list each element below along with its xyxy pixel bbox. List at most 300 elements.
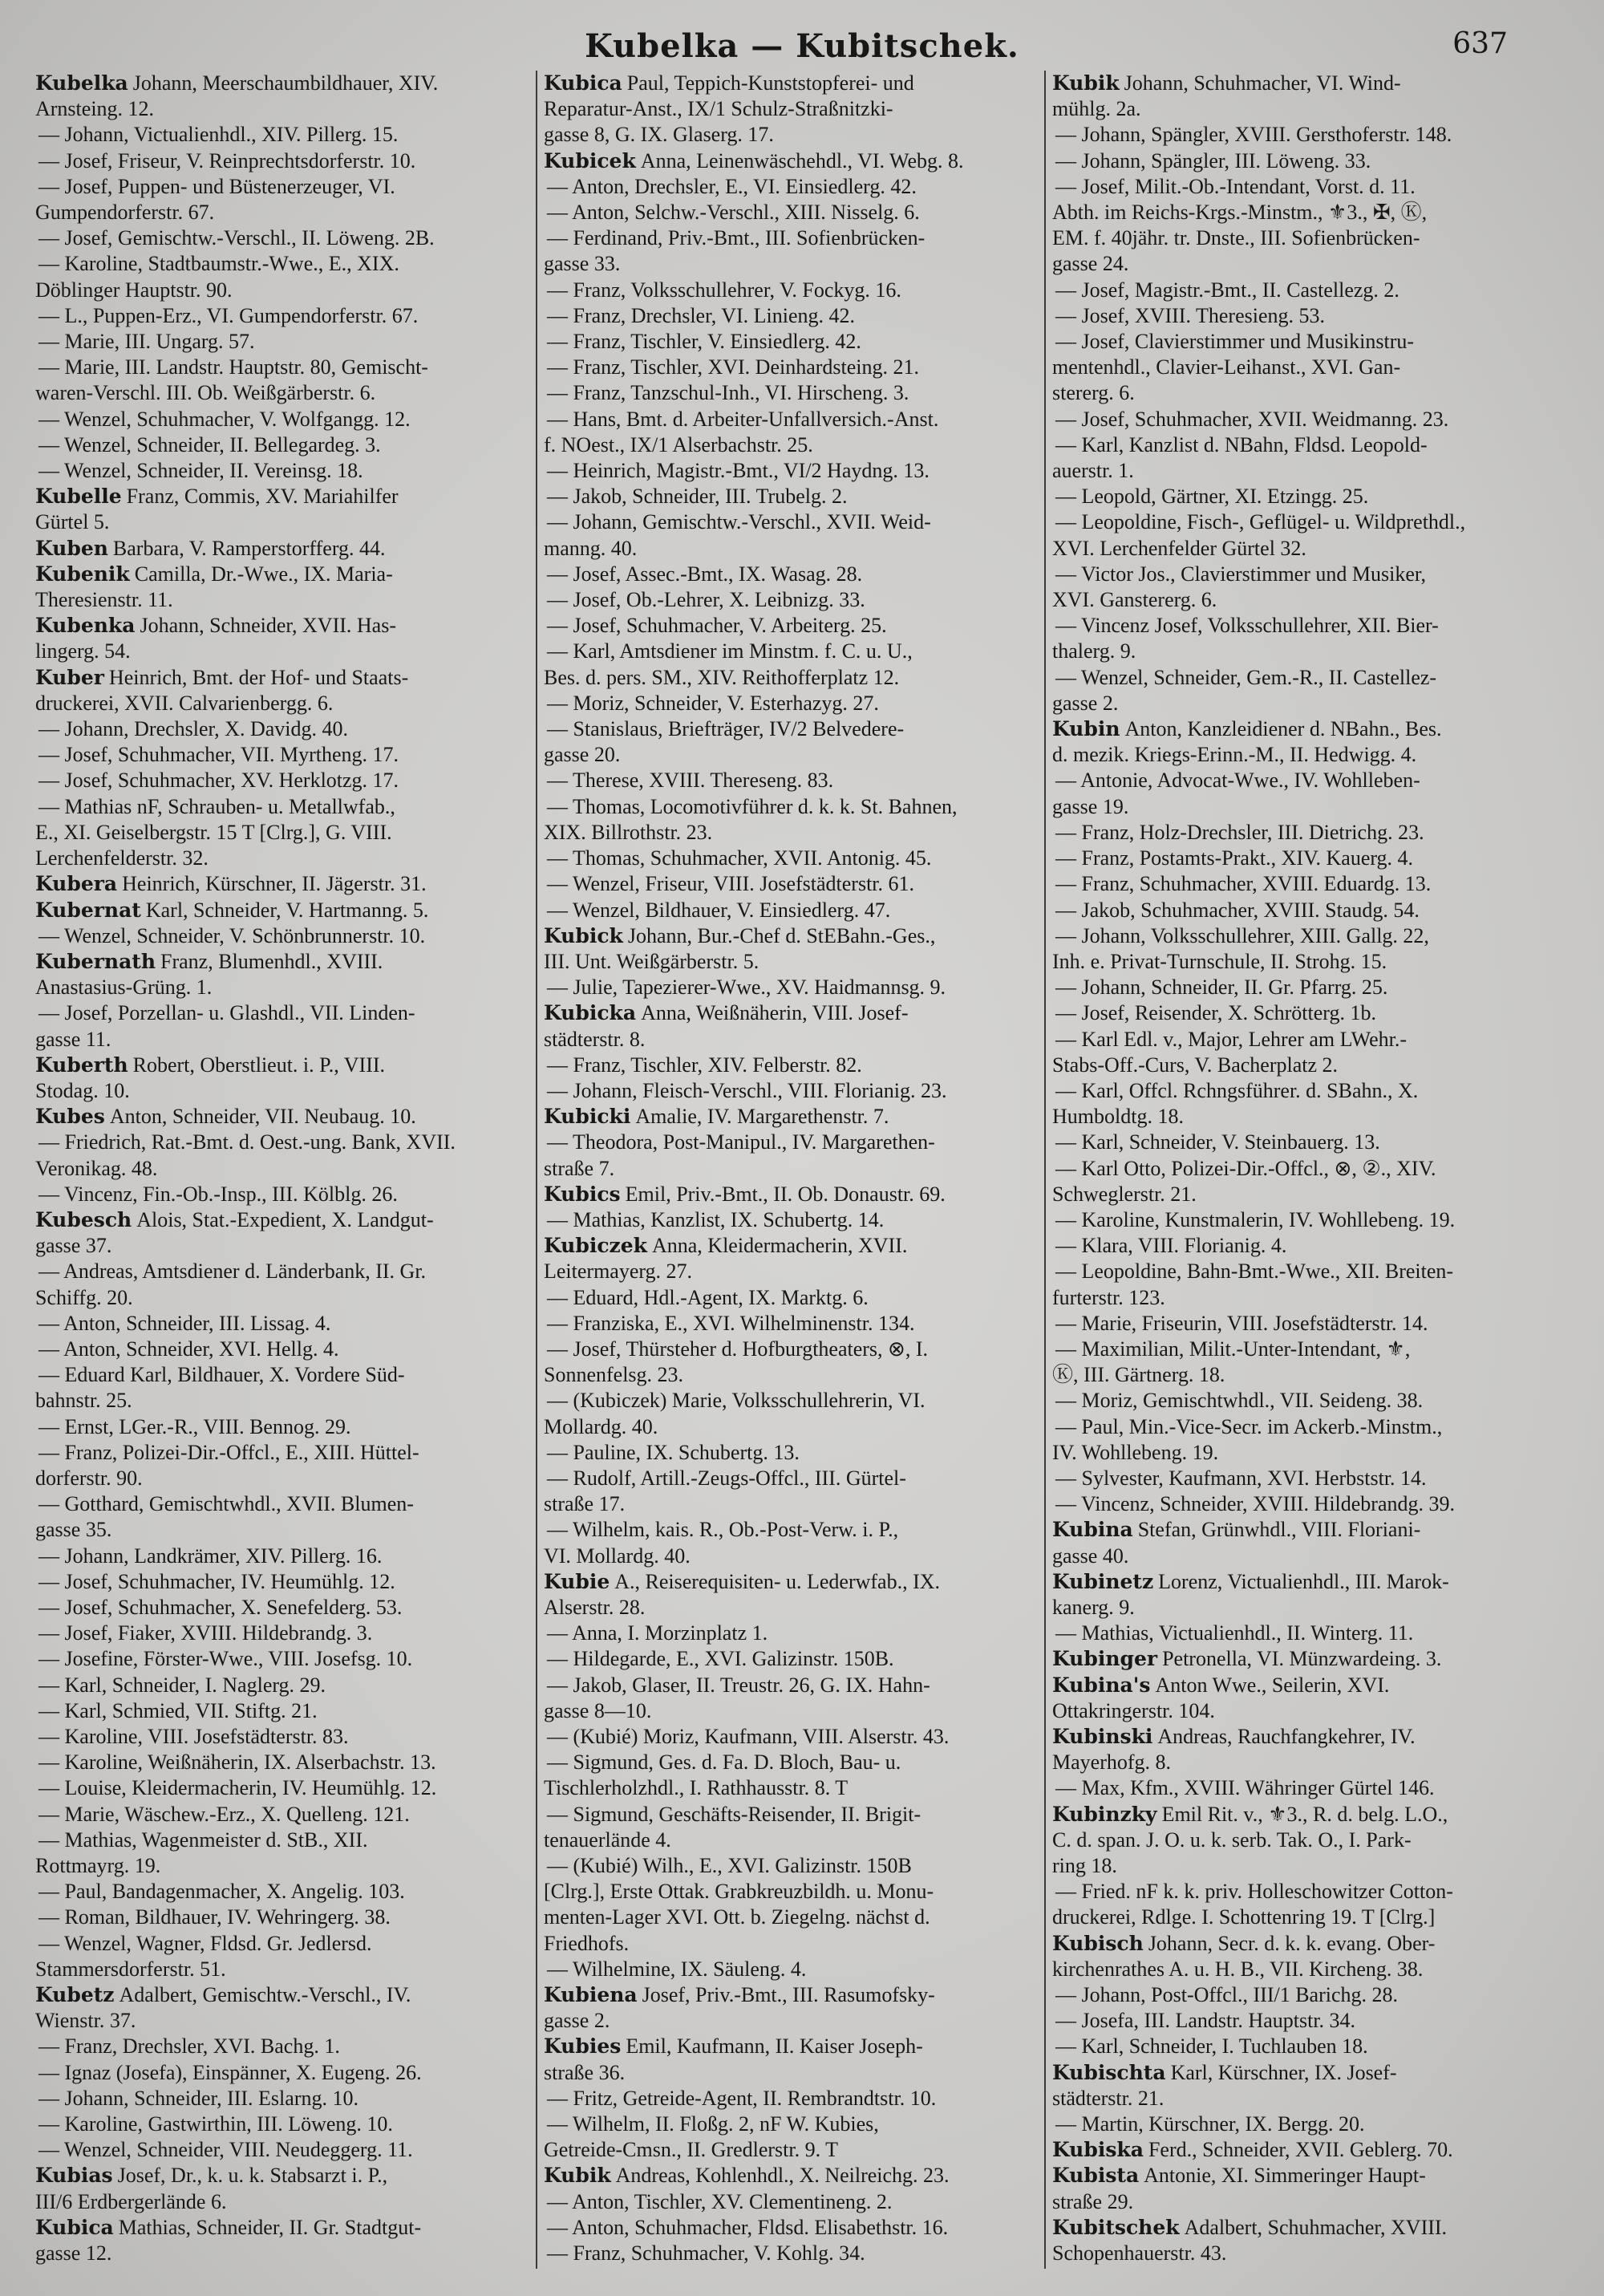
page-title: Kubelka — Kubitschek.	[585, 27, 1019, 65]
directory-entry-line: — Wilhelm, II. Floßg. 2, nF W. Kubies,	[547, 2112, 879, 2136]
surname-heading: Kubicka	[544, 1001, 637, 1025]
directory-entry-line: — Johann, Drechsler, X. Davidg. 40.	[38, 717, 348, 741]
entry-text: Anna, Leinenwäschehdl., VI. Webg. 8.	[640, 148, 964, 172]
directory-entry-head-line	[35, 665, 534, 691]
entry-continuation-line: manng. 40.	[544, 536, 638, 560]
directory-entry-line: — Maximilian, Milit.-Unter-Intendant, ⚜,	[1055, 1337, 1411, 1361]
entry-text: Lorenz, Victualienhdl., III. Marok-	[1158, 1569, 1449, 1593]
entry-continuation-line: straße 36.	[544, 2060, 626, 2084]
directory-entry-line: — Josef, Schuhmacher, XV. Herklotzg. 17.	[38, 769, 399, 793]
surname-heading: Kuben	[35, 536, 108, 560]
surname-heading: Kubenka	[35, 614, 136, 638]
entry-continuation-line: Döblinger Hauptstr. 90.	[35, 278, 233, 302]
directory-entry-line: — Franz, Holz-Drechsler, III. Dietrichg. 23.	[1055, 820, 1424, 844]
directory-entry-line: — Josef, Ob.-Lehrer, X. Leibnizg. 33.	[547, 588, 865, 612]
directory-entry-line: — Andreas, Amtsdiener d. Länderbank, II. Gr.	[38, 1260, 427, 1284]
surname-heading: Kubik	[1052, 71, 1120, 95]
directory-entry-line: — Johann, Schneider, II. Gr. Pfarrg. 25.	[1055, 976, 1388, 1000]
surname-heading: Kubies	[544, 2034, 622, 2059]
directory-entry-line: — Wenzel, Schneider, V. Schönbrunnerstr. 10.	[38, 923, 426, 947]
directory-entry-line: — Karl, Schneider, V. Steinbauerg. 13.	[1055, 1130, 1380, 1154]
directory-entry-line: — Anna, I. Morzinplatz 1.	[547, 1621, 768, 1645]
entry-continuation-line: gasse 11.	[35, 1027, 111, 1051]
entry-continuation-line: XVI. Lerchenfelder Gürtel 32.	[1052, 536, 1306, 560]
entry-text: Emil Rit. v., ⚜3., R. d. belg. L.O.,	[1161, 1802, 1448, 1826]
entry-text: Adalbert, Gemischtw.-Verschl., IV.	[119, 1983, 411, 2007]
entry-continuation-line: Stammersdorferstr. 51.	[35, 1957, 226, 1981]
entry-continuation-line: Anastasius-Grüng. 1.	[35, 976, 213, 1000]
entry-continuation-line: Stodag. 10.	[35, 1078, 130, 1102]
directory-entry-line: — Johann, Spängler, III. Löweng. 33.	[1055, 148, 1371, 172]
entry-continuation-line: gasse 8—10.	[544, 1698, 652, 1722]
entry-text: Emil, Kaufmann, II. Kaiser Joseph-	[626, 2034, 923, 2059]
entry-continuation-line: gasse 37.	[35, 1234, 112, 1258]
surname-heading: Kubisch	[1052, 1931, 1144, 1955]
surname-heading: Kubics	[544, 1182, 621, 1206]
directory-entry-line: — Wenzel, Friseur, VIII. Josefstädterstr. 61.	[547, 872, 915, 896]
directory-entry-line: — Ernst, LGer.-R., VIII. Bennog. 29.	[38, 1414, 351, 1438]
column-1	[35, 71, 534, 2266]
surname-heading: Kubinger	[1052, 1647, 1158, 1671]
entry-continuation-line: Gürtel 5.	[35, 510, 110, 534]
entry-continuation-line: Alserstr. 28.	[544, 1595, 646, 1619]
surname-heading: Kubelle	[35, 485, 122, 509]
surname-heading: Kubina	[1052, 1518, 1133, 1542]
directory-entry-line: — Theodora, Post-Manipul., IV. Margarethen-	[547, 1130, 935, 1154]
entry-continuation-line: städterstr. 21.	[1052, 2086, 1165, 2110]
directory-entry-line: — Mathias nF, Schrauben- u. Metallwfab.,	[38, 794, 395, 818]
entry-text: Emil, Priv.-Bmt., II. Ob. Donaustr. 69.	[625, 1182, 946, 1206]
directory-entry-line: — Josef, Schuhmacher, X. Senefelderg. 53.	[38, 1595, 403, 1619]
directory-entry-line: — Johann, Gemischtw.-Verschl., XVII. Weid-	[547, 510, 931, 534]
directory-entry-line: — Martin, Kürschner, IX. Bergg. 20.	[1055, 2112, 1365, 2136]
directory-entry-head-line	[544, 1000, 1043, 1026]
directory-entry-head-line	[35, 2215, 534, 2241]
entry-text: Johann, Meerschaumbildhauer, XIV.	[132, 71, 439, 95]
surname-heading: Kubesch	[35, 1207, 132, 1231]
surname-heading: Kubischta	[1052, 2060, 1166, 2084]
directory-entry-line: — Marie, Wäschew.-Erz., X. Quelleng. 121.	[38, 1802, 410, 1826]
directory-entry-line: — Karl, Offcl. Rchngsführer. d. SBahn., X.	[1055, 1078, 1419, 1102]
entry-continuation-line: Mollardg. 40.	[544, 1414, 658, 1438]
directory-entry-line: — Julie, Tapezierer-Wwe., XV. Haidmannsg. 9.	[547, 976, 946, 1000]
entry-continuation-line: straße 17.	[544, 1492, 626, 1516]
directory-entry-line: — Vincenz, Fin.-Ob.-Insp., III. Kölblg. 26.	[38, 1182, 398, 1206]
entry-continuation-line: gasse 40.	[1052, 1544, 1129, 1568]
directory-entry-line: — Franz, Volksschullehrer, V. Fockyg. 16.	[547, 278, 901, 302]
page-number: 637	[1452, 27, 1508, 60]
surname-heading: Kubera	[35, 872, 118, 896]
directory-entry-line: — Ferdinand, Priv.-Bmt., III. Sofienbrücken-	[547, 226, 926, 250]
directory-entry-line: — Franz, Tischler, XIV. Felberstr. 82.	[547, 1053, 862, 1077]
entry-continuation-line: EM. f. 40jähr. tr. Dnste., III. Sofienbrücken-	[1052, 226, 1420, 250]
directory-entry-line: — Eduard Karl, Bildhauer, X. Vordere Süd-	[38, 1363, 405, 1387]
column-divider	[536, 71, 537, 2269]
directory-entry-line: — Jakob, Schuhmacher, XVIII. Staudg. 54.	[1055, 898, 1420, 922]
directory-entry-line: — Josefa, III. Landstr. Hauptstr. 34.	[1055, 2009, 1356, 2033]
entry-continuation-line: [Clrg.], Erste Ottak. Grabkreuzbildh. u. Monu-	[544, 1880, 934, 1904]
entry-continuation-line: Ottakringerstr. 104.	[1052, 1698, 1215, 1722]
entry-text: Petronella, VI. Münzwardeing. 3.	[1162, 1647, 1442, 1671]
surname-heading: Kubina's	[1052, 1673, 1151, 1697]
surname-heading: Kubin	[1052, 717, 1120, 741]
directory-entry-line: — Eduard, Hdl.-Agent, IX. Marktg. 6.	[547, 1285, 869, 1309]
surname-heading: Kubie	[544, 1569, 610, 1593]
directory-entry-line: — Josef, Porzellan- u. Glashdl., VII. Linden-	[38, 1001, 415, 1025]
directory-entry-head-line	[544, 1982, 1043, 2008]
directory-entry-line: — Karoline, Kunstmalerin, IV. Wohllebeng. 19.	[1055, 1207, 1456, 1231]
directory-entry-line: — Anton, Schuhmacher, Fldsd. Elisabethstr. 16.	[547, 2215, 949, 2239]
directory-entry-line: — Rudolf, Artill.-Zeugs-Offcl., III. Gürtel-	[547, 1466, 906, 1490]
directory-entry-line: — Josef, XVIII. Theresieng. 53.	[1055, 303, 1325, 327]
directory-entry-head-line	[35, 898, 534, 923]
entry-continuation-line: Ⓚ, III. Gärtnerg. 18.	[1052, 1363, 1225, 1387]
entry-text: Anton, Schneider, VII. Neubaug. 10.	[109, 1105, 416, 1129]
directory-entry-head-line	[1052, 1673, 1551, 1698]
entry-text: Andreas, Rauchfangkehrer, IV.	[1157, 1725, 1416, 1748]
directory-entry-line: — Wilhelmine, IX. Säuleng. 4.	[547, 1957, 807, 1981]
directory-entry-line: — Josef, Clavierstimmer und Musikinstru-	[1055, 330, 1415, 354]
directory-entry-head-line	[1052, 2137, 1551, 2163]
directory-entry-line: — Marie, III. Ungarg. 57.	[38, 330, 255, 354]
entry-text: Anton, Kanzleidiener d. NBahn., Bes.	[1124, 717, 1442, 741]
directory-entry-line: — Sigmund, Ges. d. Fa. D. Bloch, Bau- u.	[547, 1750, 901, 1775]
directory-entry-line: — Pauline, IX. Schubertg. 13.	[547, 1440, 800, 1464]
entry-continuation-line: menten-Lager XVI. Ott. b. Ziegelng. nächst d.	[544, 1905, 930, 1929]
entry-continuation-line: druckerei, Rdlge. I. Schottenring 19. T [Clrg.]	[1052, 1905, 1436, 1929]
surname-heading: Kubes	[35, 1105, 105, 1129]
directory-entry-head-line	[1052, 1646, 1551, 1672]
directory-entry-head-line	[1052, 1724, 1551, 1750]
surname-heading: Kubernath	[35, 949, 156, 973]
directory-entry-head-line	[544, 71, 1043, 96]
surname-heading: Kubica	[35, 2215, 114, 2239]
directory-entry-line: — Franz, Tischler, V. Einsiedlerg. 42.	[547, 330, 861, 354]
entry-continuation-line: Leitermayerg. 27.	[544, 1260, 693, 1284]
directory-entry-line: — Mathias, Victualienhdl., II. Winterg. 11.	[1055, 1621, 1414, 1645]
directory-entry-line: — Josef, Schuhmacher, V. Arbeiterg. 25.	[547, 614, 887, 638]
entry-continuation-line: Tischlerholzhdl., I. Rathhausstr. 8. T	[544, 1776, 849, 1800]
directory-entry-line: — Wenzel, Schneider, Gem.-R., II. Castellez-	[1055, 665, 1437, 689]
directory-entry-line: — Karoline, Gastwirthin, III. Löweng. 10.	[38, 2112, 393, 2136]
directory-entry-line: — Josef, Puppen- und Büstenerzeuger, VI.	[38, 174, 395, 198]
entry-continuation-line: Arnsteing. 12.	[35, 97, 155, 121]
directory-entry-line: — Franz, Polizei-Dir.-Offcl., E., XIII. Hüttel-	[38, 1440, 419, 1464]
directory-entry-line: — Friedrich, Rat.-Bmt. d. Oest.-ung. Bank, XVII.	[38, 1130, 456, 1154]
entry-continuation-line: C. d. span. J. O. u. k. serb. Tak. O., I. Park-	[1052, 1827, 1412, 1852]
surname-heading: Kubicek	[544, 148, 636, 172]
entry-continuation-line: ring 18.	[1052, 1854, 1117, 1878]
entry-continuation-line: gasse 19.	[1052, 794, 1129, 818]
directory-entry-line: — Louise, Kleidermacherin, IV. Heumühlg. 12.	[38, 1776, 437, 1800]
entry-continuation-line: lingerg. 54.	[35, 639, 131, 663]
directory-entry-line: — Heinrich, Magistr.-Bmt., VI/2 Haydng. 13.	[547, 459, 930, 483]
directory-entry-head-line	[1052, 2215, 1551, 2241]
directory-entry-head-line	[1052, 1931, 1551, 1957]
directory-entry-head-line	[35, 949, 534, 975]
surname-heading: Kuberth	[35, 1053, 128, 1077]
entry-text: Ferd., Schneider, XVII. Geblerg. 70.	[1148, 2138, 1453, 2162]
entry-continuation-line: gasse 24.	[1052, 252, 1129, 276]
entry-continuation-line: IV. Wohllebeng. 19.	[1052, 1440, 1219, 1464]
directory-entry-head-line	[1052, 2060, 1551, 2086]
surname-heading: Kubinetz	[1052, 1569, 1154, 1593]
surname-heading: Kubelka	[35, 71, 128, 95]
directory-entry-line: — Therese, XVIII. Thereseng. 83.	[547, 769, 834, 793]
directory-entry-line: — Klara, VIII. Florianig. 4.	[1055, 1234, 1287, 1258]
directory-entry-line: — Leopoldine, Bahn-Bmt.-Wwe., XII. Breiten-	[1055, 1260, 1454, 1284]
entry-continuation-line: mentenhdl., Clavier-Leihanst., XVI. Gan-	[1052, 355, 1401, 379]
directory-entry-line: — Paul, Bandagenmacher, X. Angelig. 103.	[38, 1880, 405, 1904]
directory-entry-line: — Sylvester, Kaufmann, XVI. Herbststr. 14.	[1055, 1466, 1427, 1490]
directory-entry-line: — Franz, Drechsler, VI. Linieng. 42.	[547, 303, 856, 327]
directory-entry-line: — Karoline, Weißnäherin, IX. Alserbachstr. 13.	[38, 1750, 436, 1775]
directory-entry-line: — Karoline, VIII. Josefstädterstr. 83.	[38, 1725, 349, 1748]
entry-text: Karl, Kürschner, IX. Josef-	[1170, 2060, 1397, 2084]
entry-text: Paul, Teppich-Kunststopferei- und	[626, 71, 914, 95]
entry-continuation-line: Inh. e. Privat-Turnschule, II. Strohg. 15.	[1052, 949, 1387, 973]
directory-entry-line: — Franziska, E., XVI. Wilhelminenstr. 134.	[547, 1311, 915, 1335]
surname-heading: Kubetz	[35, 1983, 115, 2007]
entry-continuation-line: Sonnenfelsg. 23.	[544, 1363, 684, 1387]
entry-continuation-line: Stabs-Off.-Curs, V. Bacherplatz 2.	[1052, 1053, 1339, 1077]
column-2	[544, 71, 1043, 2266]
directory-entry-line: — Wenzel, Schneider, II. Bellegardeg. 3.	[38, 432, 381, 456]
entry-text: Robert, Oberstlieut. i. P., VIII.	[132, 1053, 386, 1077]
directory-entry-line: — (Kubié) Moriz, Kaufmann, VIII. Alserstr. 43.	[547, 1725, 950, 1748]
directory-entry-line: — Max, Kfm., XVIII. Währinger Gürtel 146.	[1055, 1776, 1435, 1800]
directory-entry-line: — Karl, Amtsdiener im Minstm. f. C. u. U.,	[547, 639, 913, 663]
directory-entry-line: — Jakob, Glaser, II. Treustr. 26, G. IX. Hahn-	[547, 1673, 930, 1697]
directory-entry-line: — Wenzel, Wagner, Fldsd. Gr. Jedlersd.	[38, 1931, 372, 1955]
entry-continuation-line: Mayerhofg. 8.	[1052, 1750, 1172, 1775]
entry-text: Alois, Stat.-Expedient, X. Landgut-	[136, 1207, 434, 1231]
entry-continuation-line: XVI. Ganstererg. 6.	[1052, 588, 1217, 612]
directory-entry-line: — Moriz, Schneider, V. Esterhazyg. 27.	[547, 691, 879, 715]
surname-heading: Kubiska	[1052, 2138, 1144, 2162]
directory-entry-line: — Stanislaus, Briefträger, IV/2 Belvedere-	[547, 717, 905, 741]
directory-entry-line: — Marie, III. Landstr. Hauptstr. 80, Gemischt-	[38, 355, 428, 379]
entry-text: Adalbert, Schuhmacher, XVIII.	[1184, 2215, 1448, 2239]
entry-continuation-line: straße 29.	[1052, 2189, 1134, 2213]
directory-entry-line: — Johann, Spängler, XVIII. Gersthoferstr. 148.	[1055, 123, 1452, 147]
directory-entry-head-line	[35, 1053, 534, 1078]
directory-entry-line: — Karl, Kanzlist d. NBahn, Fldsd. Leopold-	[1055, 432, 1428, 456]
entry-text: Anna, Kleidermacherin, XVII.	[651, 1234, 908, 1258]
directory-entry-head-line	[1052, 1802, 1551, 1827]
entry-text: Johann, Secr. d. k. k. evang. Ober-	[1148, 1931, 1436, 1955]
surname-heading: Kubinzky	[1052, 1802, 1157, 1826]
directory-entry-line: — Wenzel, Schneider, VIII. Neudeggerg. 11.	[38, 2138, 413, 2162]
entry-continuation-line: kirchenrathes A. u. H. B., VII. Kircheng. 38.	[1052, 1957, 1424, 1981]
entry-continuation-line: stererg. 6.	[1052, 381, 1135, 405]
directory-entry-line: — Josef, Milit.-Ob.-Intendant, Vorst. d. 11.	[1055, 174, 1416, 198]
directory-entry-head-line	[1052, 716, 1551, 742]
entry-text: Heinrich, Kürschner, II. Jägerstr. 31.	[122, 872, 427, 896]
directory-entry-line: — Karl, Schneider, I. Tuchlauben 18.	[1055, 2034, 1368, 2059]
directory-entry-head-line	[35, 484, 534, 509]
directory-entry-line: — Wilhelm, kais. R., Ob.-Post-Verw. i. P.,	[547, 1518, 899, 1542]
directory-entry-head-line	[35, 1207, 534, 1233]
directory-entry-line: — Sigmund, Geschäfts-Reisender, II. Brigit-	[547, 1802, 921, 1826]
entry-text: Johann, Schuhmacher, VI. Wind-	[1124, 71, 1401, 95]
entry-continuation-line: gasse 12.	[35, 2241, 112, 2266]
directory-entry-line: — Johann, Landkrämer, XIV. Pillerg. 16.	[38, 1544, 383, 1568]
entry-continuation-line: VI. Mollardg. 40.	[544, 1544, 691, 1568]
directory-entry-head-line	[35, 1982, 534, 2008]
surname-heading: Kubias	[35, 2164, 113, 2188]
entry-continuation-line: gasse 8, G. IX. Glaserg. 17.	[544, 123, 774, 147]
entry-continuation-line: waren-Verschl. III. Ob. Weißgärberstr. 6.	[35, 381, 376, 405]
directory-entry-line: — Karl, Schmied, VII. Stiftg. 21.	[38, 1698, 318, 1722]
column-divider	[1044, 71, 1046, 2269]
entry-continuation-line: Gumpendorferstr. 67.	[35, 201, 215, 225]
directory-entry-head-line	[1052, 1517, 1551, 1543]
entry-continuation-line: f. NOest., IX/1 Alserbachstr. 25.	[544, 432, 813, 456]
directory-entry-head-line	[1052, 2163, 1551, 2189]
directory-entry-line: — Franz, Tischler, XVI. Deinhardsteing. 21.	[547, 355, 920, 379]
directory-entry-line: — Anton, Schneider, XVI. Hellg. 4.	[38, 1337, 339, 1361]
directory-entry-line: — Thomas, Locomotivführer d. k. k. St. Bahnen,	[547, 794, 958, 818]
surname-heading: Kuber	[35, 665, 104, 689]
directory-entry-line: — Vincenz, Schneider, XVIII. Hildebrandg. 39.	[1055, 1492, 1455, 1516]
entry-text: Anton Wwe., Seilerin, XVI.	[1155, 1673, 1390, 1697]
entry-continuation-line: gasse 33.	[544, 252, 621, 276]
entry-continuation-line: Bes. d. pers. SM., XIV. Reithofferplatz 12.	[544, 665, 900, 689]
entry-text: Amalie, IV. Margarethenstr. 7.	[635, 1105, 889, 1129]
directory-entry-head-line	[1052, 71, 1551, 96]
entry-continuation-line: Veronikag. 48.	[35, 1156, 158, 1180]
entry-text: Mathias, Schneider, II. Gr. Stadtgut-	[118, 2215, 422, 2239]
directory-entry-line: — Fritz, Getreide-Agent, II. Rembrandtstr. 10.	[547, 2086, 937, 2110]
entry-text: A., Reiserequisiten- u. Lederwfab., IX.	[614, 1569, 941, 1593]
directory-entry-line: — Karl Otto, Polizei-Dir.-Offcl., ⊗, ②., XIV.	[1055, 1156, 1436, 1180]
directory-entry-line: — Anton, Schneider, III. Lissag. 4.	[38, 1311, 331, 1335]
entry-text: Andreas, Kohlenhdl., X. Neilreichg. 23.	[615, 2164, 950, 2188]
surname-heading: Kubitschek	[1052, 2215, 1180, 2239]
directory-entry-line: — Wenzel, Schuhmacher, V. Wolfgangg. 12.	[38, 407, 411, 431]
directory-entry-line: — Karl Edl. v., Major, Lehrer am LWehr.-	[1055, 1027, 1407, 1051]
entry-continuation-line: Schiffg. 20.	[35, 1285, 133, 1309]
directory-entry-head-line	[544, 1233, 1043, 1259]
directory-entry-line: — Moriz, Gemischtwhdl., VII. Seideng. 38.	[1055, 1389, 1424, 1413]
page-header	[0, 27, 1604, 67]
entry-continuation-line: thalerg. 9.	[1052, 639, 1136, 663]
entry-continuation-line: Wienstr. 37.	[35, 2009, 136, 2033]
directory-entry-line: — Johann, Post-Offcl., III/1 Barichg. 28.	[1055, 1983, 1399, 2007]
entry-continuation-line: auerstr. 1.	[1052, 459, 1134, 483]
surname-heading: Kubica	[544, 71, 622, 95]
entry-continuation-line: Friedhofs.	[544, 1931, 630, 1955]
directory-entry-line: — Anton, Selchw.-Verschl., XIII. Nisselg. 6.	[547, 201, 920, 225]
directory-entry-line: — Franz, Drechsler, XVI. Bachg. 1.	[38, 2034, 340, 2059]
entry-continuation-line: Getreide-Cmsn., II. Gredlerstr. 9. T	[544, 2138, 839, 2162]
entry-continuation-line: gasse 2.	[1052, 691, 1119, 715]
directory-entry-line: — Josef, Schuhmacher, IV. Heumühlg. 12.	[38, 1569, 395, 1593]
entry-continuation-line: gasse 35.	[35, 1518, 112, 1542]
directory-entry-line: — Wenzel, Bildhauer, V. Einsiedlerg. 47.	[547, 898, 891, 922]
directory-entry-head-line	[544, 1104, 1043, 1130]
entry-text: Stefan, Grünwhdl., VIII. Floriani-	[1137, 1518, 1421, 1542]
directory-entry-line: — Josef, Thürsteher d. Hofburgtheaters, ⊗, I.	[547, 1337, 928, 1361]
entry-continuation-line: Lerchenfelderstr. 32.	[35, 846, 209, 870]
entry-text: Barbara, V. Ramperstorfferg. 44.	[112, 536, 386, 560]
directory-entry-head-line	[35, 613, 534, 639]
directory-entry-line: — Josef, Assec.-Bmt., IX. Wasag. 28.	[547, 562, 863, 586]
column-3	[1052, 71, 1551, 2266]
surname-heading: Kubinski	[1052, 1725, 1153, 1748]
directory-entry-head-line	[35, 2163, 534, 2189]
directory-entry-head-line	[544, 148, 1043, 174]
entry-continuation-line: Abth. im Reichs-Krgs.-Minstm., ⚜3., ✠, Ⓚ,	[1052, 201, 1428, 225]
surname-heading: Kubernat	[35, 898, 141, 922]
directory-entry-line: — Johann, Fleisch-Verschl., VIII. Florianig. 23.	[547, 1078, 947, 1102]
directory-entry-head-line	[35, 71, 534, 96]
surname-heading: Kubiena	[544, 1983, 638, 2007]
directory-entry-line: — Mathias, Wagenmeister d. StB., XII.	[38, 1827, 368, 1852]
entry-continuation-line: bahnstr. 25.	[35, 1389, 132, 1413]
directory-entry-line: — Josef, Magistr.-Bmt., II. Castellezg. 2.	[1055, 278, 1399, 302]
directory-entry-line: — (Kubié) Wilh., E., XVI. Galizinstr. 150B	[547, 1854, 912, 1878]
entry-text: Anna, Weißnäherin, VIII. Josef-	[641, 1001, 909, 1025]
directory-entry-head-line	[544, 1182, 1043, 1207]
directory-entry-line: — Josef, Reisender, X. Schrötterg. 1b.	[1055, 1001, 1376, 1025]
surname-heading: Kubista	[1052, 2164, 1140, 2188]
directory-entry-line: — L., Puppen-Erz., VI. Gumpendorferstr. 67.	[38, 303, 419, 327]
entry-continuation-line: Schopenhauerstr. 43.	[1052, 2241, 1227, 2266]
directory-entry-line: — Jakob, Schneider, III. Trubelg. 2.	[547, 485, 848, 509]
directory-entry-line: — Franz, Postamts-Prakt., XIV. Kauerg. 4.	[1055, 846, 1414, 870]
entry-continuation-line: städterstr. 8.	[544, 1027, 646, 1051]
surname-heading: Kubiczek	[544, 1234, 647, 1258]
entry-text: Josef, Dr., k. u. k. Stabsarzt i. P.,	[117, 2164, 388, 2188]
directory-entry-head-line	[35, 536, 534, 562]
directory-entry-line: — Leopoldine, Fisch-, Geflügel- u. Wildprethdl.,	[1055, 510, 1466, 534]
surname-heading: Kubenik	[35, 562, 130, 586]
entry-text: Franz, Blumenhdl., XVIII.	[160, 949, 383, 973]
entry-continuation-line: E., XI. Geiselbergstr. 15 T [Clrg.], G. VIII.	[35, 820, 392, 844]
directory-entry-head-line	[544, 2034, 1043, 2059]
entry-continuation-line: Humboldtg. 18.	[1052, 1105, 1184, 1129]
entry-continuation-line: Reparatur-Anst., IX/1 Schulz-Straßnitzki-	[544, 97, 893, 121]
entry-continuation-line: mühlg. 2a.	[1052, 97, 1141, 121]
entry-continuation-line: furterstr. 123.	[1052, 1285, 1165, 1309]
surname-heading: Kubicki	[544, 1105, 631, 1129]
directory-entry-line: — Hildegarde, E., XVI. Galizinstr. 150B.	[547, 1647, 894, 1671]
directory-entry-head-line	[544, 923, 1043, 949]
surname-heading: Kubick	[544, 923, 623, 947]
directory-entry-line: — Victor Jos., Clavierstimmer und Musiker,	[1055, 562, 1426, 586]
directory-entry-line: — Josefine, Förster-Wwe., VIII. Josefsg. 10.	[38, 1647, 413, 1671]
directory-entry-line: — Paul, Min.-Vice-Secr. im Ackerb.-Minstm.,	[1055, 1414, 1443, 1438]
directory-entry-line: — Leopold, Gärtner, XI. Etzingg. 25.	[1055, 485, 1369, 509]
entry-text: Karl, Schneider, V. Hartmanng. 5.	[145, 898, 429, 922]
entry-continuation-line: druckerei, XVII. Calvarienbergg. 6.	[35, 691, 334, 715]
entry-continuation-line: Rottmayrg. 19.	[35, 1854, 161, 1878]
directory-entry-line: — Franz, Tanzschul-Inh., VI. Hirscheng. 3.	[547, 381, 909, 405]
directory-entry-line: — Franz, Schuhmacher, XVIII. Eduardg. 13.	[1055, 872, 1432, 896]
directory-entry-line: — Josef, Schuhmacher, VII. Myrtheng. 17.	[38, 743, 399, 767]
directory-entry-line: — Josef, Schuhmacher, XVII. Weidmanng. 23.	[1055, 407, 1449, 431]
directory-entry-head-line	[35, 871, 534, 897]
entry-text: Heinrich, Bmt. der Hof- und Staats-	[108, 665, 409, 689]
directory-entry-line: — Josef, Gemischtw.-Verschl., II. Löweng. 2B.	[38, 226, 435, 250]
directory-entry-line: — Johann, Volksschullehrer, XIII. Gallg. 22,	[1055, 923, 1429, 947]
entry-text: Johann, Bur.-Chef d. StEBahn.-Ges.,	[627, 923, 936, 947]
directory-entry-line: — Karl, Schneider, I. Naglerg. 29.	[38, 1673, 326, 1697]
directory-entry-line: — Mathias, Kanzlist, IX. Schubertg. 14.	[547, 1207, 885, 1231]
entry-continuation-line: tenauerlände 4.	[544, 1827, 671, 1852]
